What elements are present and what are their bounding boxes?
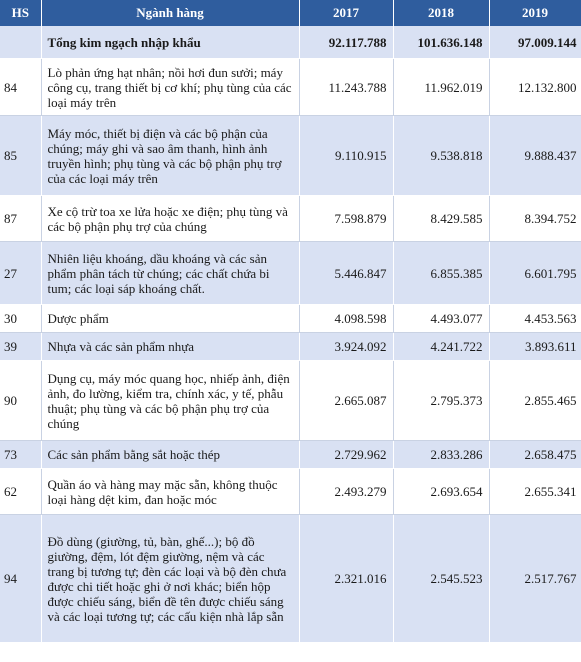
hs-code: 90 [0, 361, 41, 441]
value-cell: 2.655.341 [489, 469, 581, 515]
header-year-2019: 2019 [489, 0, 581, 26]
value-cell: 3.924.092 [299, 333, 393, 361]
table-row [0, 305, 581, 333]
value-cell: 2.321.016 [299, 515, 393, 643]
value-cell: 7.598.879 [299, 196, 393, 242]
hs-code: 62 [0, 469, 41, 515]
value-cell: 2.545.523 [393, 515, 489, 643]
category-name: Máy móc, thiết bị điện và các bộ phận của chúng; máy ghi và sao âm thanh, hình ảnh truyền hình; phụ tùng và các bộ phận phụ trợ của các loại máy trên [41, 116, 299, 196]
table-row [0, 242, 581, 305]
value-cell: 8.429.585 [393, 196, 489, 242]
hs-code: 27 [0, 242, 41, 305]
value-cell: 5.446.847 [299, 242, 393, 305]
header-year-2017: 2017 [299, 0, 393, 26]
category-name: Xe cộ trừ toa xe lửa hoặc xe điện; phụ tùng và các bộ phận phụ trợ của chúng [41, 196, 299, 242]
header-hs: HS [0, 0, 41, 26]
value-cell: 9.110.915 [299, 116, 393, 196]
category-name: Dược phẩm [41, 305, 299, 333]
total-hs [0, 26, 41, 59]
value-cell: 2.855.465 [489, 361, 581, 441]
value-cell: 2.658.475 [489, 441, 581, 469]
table-row [0, 196, 581, 242]
table-row [0, 116, 581, 196]
value-cell: 4.493.077 [393, 305, 489, 333]
header-year-2018: 2018 [393, 0, 489, 26]
table-row [0, 361, 581, 441]
category-name: Lò phản ứng hạt nhân; nồi hơi đun sưởi; máy công cụ, trang thiết bị cơ khí; phụ tùng của các loại máy trên [41, 59, 299, 116]
table-row [0, 59, 581, 116]
category-name: Nhựa và các sản phẩm nhựa [41, 333, 299, 361]
value-cell: 2.665.087 [299, 361, 393, 441]
value-cell: 4.241.722 [393, 333, 489, 361]
total-value: 97.009.144 [489, 26, 581, 59]
total-value: 101.636.148 [393, 26, 489, 59]
total-label: Tổng kim ngạch nhập khẩu [41, 26, 299, 59]
total-row [0, 26, 581, 59]
table-row [0, 441, 581, 469]
value-cell: 4.453.563 [489, 305, 581, 333]
category-name: Dụng cụ, máy móc quang học, nhiếp ảnh, điện ảnh, đo lường, kiểm tra, chính xác, y tế, phẫu thuật; phụ tùng và các bộ phận phụ trợ của chúng [41, 361, 299, 441]
value-cell: 2.729.962 [299, 441, 393, 469]
value-cell: 2.795.373 [393, 361, 489, 441]
header-row [0, 0, 581, 26]
hs-code: 85 [0, 116, 41, 196]
hs-code: 73 [0, 441, 41, 469]
total-value: 92.117.788 [299, 26, 393, 59]
value-cell: 2.693.654 [393, 469, 489, 515]
hs-code: 84 [0, 59, 41, 116]
value-cell: 11.243.788 [299, 59, 393, 116]
hs-code: 87 [0, 196, 41, 242]
value-cell: 6.601.795 [489, 242, 581, 305]
value-cell: 2.833.286 [393, 441, 489, 469]
value-cell: 2.493.279 [299, 469, 393, 515]
value-cell: 4.098.598 [299, 305, 393, 333]
value-cell: 9.888.437 [489, 116, 581, 196]
table-row [0, 515, 581, 643]
value-cell: 6.855.385 [393, 242, 489, 305]
hs-code: 30 [0, 305, 41, 333]
value-cell: 3.893.611 [489, 333, 581, 361]
category-name: Các sản phẩm bằng sắt hoặc thép [41, 441, 299, 469]
category-name: Đồ dùng (giường, tủ, bàn, ghế...); bộ đồ giường, đệm, lót đệm giường, nệm và các trang bị tương tự; đèn các loại và bộ đèn chưa được chi tiết hoặc ghi ở nơi khác; biển hộp được chiếu sáng, biển đề tên được chiếu sáng và các loại tương tự; các cấu kiện nhà lắp sẵn [41, 515, 299, 643]
hs-code: 39 [0, 333, 41, 361]
value-cell: 8.394.752 [489, 196, 581, 242]
category-name: Nhiên liệu khoáng, dầu khoáng và các sản phẩm phân tách từ chúng; các chất chứa bi tum; các loại sáp khoáng chất. [41, 242, 299, 305]
value-cell: 12.132.800 [489, 59, 581, 116]
hs-code: 94 [0, 515, 41, 643]
header-category: Ngành hàng [41, 0, 299, 26]
table-row [0, 469, 581, 515]
table-row [0, 333, 581, 361]
value-cell: 11.962.019 [393, 59, 489, 116]
value-cell: 2.517.767 [489, 515, 581, 643]
value-cell: 9.538.818 [393, 116, 489, 196]
category-name: Quần áo và hàng may mặc sẵn, không thuộc loại hàng dệt kim, đan hoặc móc [41, 469, 299, 515]
